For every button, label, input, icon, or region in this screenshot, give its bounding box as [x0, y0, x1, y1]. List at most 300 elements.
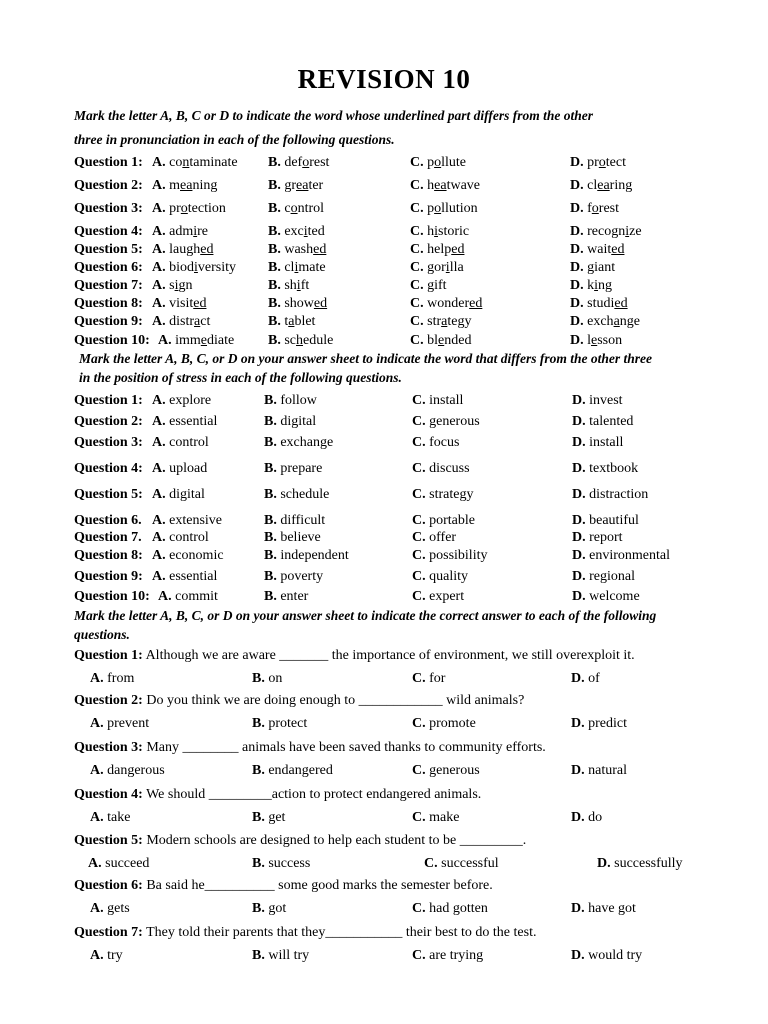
section3-instruction-line2: questions.	[74, 627, 130, 642]
word-part: biod	[169, 260, 195, 275]
option-c	[412, 512, 475, 530]
option-a	[90, 809, 130, 827]
option-c	[410, 200, 478, 218]
option-d	[570, 241, 624, 259]
word-part: edule	[303, 333, 334, 348]
question-stem	[74, 647, 754, 665]
option-word: distraction	[585, 487, 649, 502]
question-row	[74, 434, 754, 452]
option-word: talented	[585, 414, 634, 429]
option-word: discuss	[425, 461, 470, 476]
word-part: show	[284, 296, 314, 311]
option-word: prevent	[103, 716, 150, 731]
word-part: sson	[597, 333, 623, 348]
underlined-part: ed	[469, 296, 483, 311]
question-label: Question 1:	[74, 648, 143, 663]
section2-instruction-line1: Mark the letter A, B, C, or D on your answer sheet to indicate the word that differs from the other three	[79, 351, 653, 366]
option-word: exchange	[276, 435, 334, 450]
question-label: Question 6:	[74, 260, 143, 275]
option-b	[268, 313, 315, 331]
underlined-part: i	[193, 224, 198, 239]
option-d	[571, 947, 642, 965]
word-part: f	[587, 201, 592, 216]
option-letter: A.	[152, 414, 166, 429]
word-part: co	[169, 155, 183, 170]
option-word: generous	[425, 414, 480, 429]
option-letter: D.	[571, 671, 585, 686]
option-word: are trying	[425, 948, 484, 963]
word-part: mate	[298, 260, 326, 275]
word-part: wait	[587, 242, 612, 257]
word-part: gor	[427, 260, 446, 275]
option-letter: C.	[412, 901, 426, 916]
question-row	[74, 241, 754, 259]
option-b	[252, 855, 310, 873]
option-a	[152, 313, 210, 331]
option-letter: D.	[570, 296, 588, 311]
option-c	[412, 547, 487, 565]
option-letter: C.	[412, 569, 426, 584]
option-letter: A.	[90, 948, 104, 963]
option-letter: B.	[252, 763, 265, 778]
option-c	[410, 241, 464, 259]
option-a	[90, 900, 130, 918]
option-word: install	[425, 393, 464, 408]
option-letter: C.	[412, 530, 426, 545]
option-a	[152, 460, 207, 478]
option-letter: C.	[410, 178, 428, 193]
word-part: ct	[200, 314, 211, 329]
question-label: Question 10:	[74, 589, 150, 604]
underlined-part: i	[303, 224, 308, 239]
option-letter: B.	[264, 393, 277, 408]
option-letter: D.	[571, 901, 585, 916]
word-part: gn	[178, 278, 193, 293]
option-word: regional	[585, 569, 635, 584]
question-row	[74, 154, 754, 172]
option-letter: B.	[252, 671, 265, 686]
word-part: llution	[441, 201, 478, 216]
option-letter: D.	[570, 155, 588, 170]
option-a	[152, 259, 236, 277]
option-letter: C.	[424, 856, 438, 871]
option-word: dangerous	[103, 763, 165, 778]
option-c	[410, 295, 482, 313]
word-part: k	[587, 278, 595, 293]
word-part: nge	[619, 314, 640, 329]
question-label: Question 9:	[74, 569, 143, 584]
option-letter: B.	[264, 487, 277, 502]
option-b	[268, 223, 325, 241]
section2-instruction-line2: in the position of stress in each of the following questions.	[79, 370, 402, 385]
question-row	[74, 332, 754, 350]
option-letter: A.	[152, 569, 166, 584]
word-part: lla	[449, 260, 464, 275]
option-letter: B.	[268, 314, 285, 329]
option-word: report	[585, 530, 623, 545]
option-word: gets	[103, 901, 130, 916]
question-text: Many ________ animals have been saved thanks to community efforts.	[142, 740, 546, 755]
question-stem	[74, 692, 754, 710]
option-c	[412, 947, 483, 965]
option-letter: D.	[572, 513, 586, 528]
option-word: from	[103, 671, 135, 686]
word-part: ring	[609, 178, 633, 193]
question-label: Question 3:	[74, 201, 143, 216]
option-a	[152, 200, 226, 218]
option-word: success	[264, 856, 311, 871]
option-word: install	[585, 435, 624, 450]
option-b	[264, 413, 316, 431]
option-a	[152, 486, 205, 504]
option-a	[90, 762, 165, 780]
word-part: s	[169, 278, 175, 293]
option-letter: C.	[412, 948, 426, 963]
question-label: Question 2:	[74, 414, 143, 429]
word-part: c	[284, 201, 291, 216]
option-letter: B.	[264, 513, 277, 528]
option-b	[264, 529, 321, 547]
word-part: ntrol	[297, 201, 325, 216]
word-part: p	[427, 155, 435, 170]
option-word: focus	[425, 435, 460, 450]
options-row	[74, 715, 754, 733]
option-letter: D.	[571, 810, 585, 825]
underlined-part: g	[427, 278, 435, 293]
option-letter: C.	[412, 435, 426, 450]
option-d	[571, 670, 600, 688]
option-word: independent	[276, 548, 349, 563]
option-b	[252, 947, 309, 965]
section3-instruction	[74, 606, 734, 644]
question-text: Although we are aware _______ the importance of environment, we still overexploit it.	[142, 648, 635, 663]
option-word: natural	[584, 763, 627, 778]
option-d	[570, 332, 622, 350]
option-word: predict	[584, 716, 627, 731]
option-b	[268, 241, 326, 259]
option-word: for	[425, 671, 446, 686]
option-letter: A.	[152, 435, 166, 450]
question-label: Question 6:	[74, 878, 143, 893]
word-part: studi	[587, 296, 615, 311]
option-c	[412, 460, 470, 478]
question-label: Question 3:	[74, 740, 143, 755]
option-word: enter	[276, 589, 309, 604]
option-word: of	[584, 671, 600, 686]
word-part: ng	[598, 278, 613, 293]
underlined-part: o	[302, 155, 310, 170]
option-b	[268, 295, 327, 313]
underlined-part: e	[591, 333, 598, 348]
option-d	[570, 223, 642, 241]
option-letter: C.	[412, 548, 426, 563]
option-c	[410, 223, 469, 241]
word-part: ift	[434, 278, 447, 293]
option-word: economic	[165, 548, 224, 563]
option-letter: D.	[570, 242, 588, 257]
option-letter: D.	[570, 260, 588, 275]
option-letter: B.	[264, 461, 277, 476]
option-letter: A.	[152, 314, 170, 329]
option-letter: D.	[572, 393, 586, 408]
option-letter: B.	[264, 548, 277, 563]
option-word: got	[264, 901, 287, 916]
option-a	[152, 529, 209, 547]
option-a	[88, 855, 149, 873]
option-letter: A.	[152, 155, 170, 170]
option-d	[572, 588, 640, 606]
option-letter: C.	[410, 201, 428, 216]
question-label: Question 1:	[74, 155, 143, 170]
option-letter: B.	[268, 201, 285, 216]
underlined-part: i	[174, 278, 179, 293]
word-part: h	[427, 224, 435, 239]
option-letter: D.	[572, 461, 586, 476]
question-label: Question 5:	[74, 487, 143, 502]
options-row	[74, 670, 754, 688]
option-letter: B.	[268, 178, 285, 193]
option-c	[412, 900, 488, 918]
option-letter: D.	[572, 589, 586, 604]
question-row	[74, 547, 754, 565]
option-b	[264, 392, 317, 410]
question-row	[74, 460, 754, 478]
option-word: difficult	[276, 513, 326, 528]
question-row	[74, 588, 754, 606]
word-part: ter	[308, 178, 324, 193]
option-d	[572, 413, 633, 431]
word-part: twave	[446, 178, 480, 193]
question-text: Do you think we are doing enough to ____________ wild animals?	[142, 693, 525, 708]
option-word: strategy	[425, 487, 474, 502]
word-part: llute	[441, 155, 467, 170]
option-c	[410, 332, 471, 350]
option-letter: D.	[570, 178, 588, 193]
option-letter: C.	[410, 155, 428, 170]
option-letter: C.	[410, 224, 428, 239]
option-letter: A.	[152, 201, 170, 216]
question-row	[74, 295, 754, 313]
option-letter: C.	[412, 589, 426, 604]
option-word: successfully	[610, 856, 683, 871]
question-label: Question 8:	[74, 296, 143, 311]
option-word: control	[165, 530, 209, 545]
option-letter: C.	[412, 763, 426, 778]
question-row	[74, 529, 754, 547]
option-letter: D.	[570, 224, 588, 239]
option-word: beautiful	[585, 513, 639, 528]
option-word: take	[103, 810, 131, 825]
option-letter: A.	[152, 548, 166, 563]
underlined-part: a	[613, 314, 620, 329]
word-part: nded	[444, 333, 472, 348]
option-b	[268, 277, 309, 295]
word-part: taminate	[189, 155, 238, 170]
underlined-part: ed	[193, 296, 207, 311]
option-word: essential	[165, 414, 218, 429]
options-row	[74, 855, 754, 873]
option-letter: B.	[264, 414, 277, 429]
option-letter: D.	[570, 333, 588, 348]
option-b	[264, 512, 325, 530]
question-text: They told their parents that they___________ their best to do the test.	[142, 925, 537, 940]
question-label: Question 8:	[74, 548, 143, 563]
option-b	[268, 200, 324, 218]
word-part: pr	[169, 201, 181, 216]
option-letter: B.	[264, 589, 277, 604]
option-c	[412, 715, 476, 733]
options-row	[74, 947, 754, 965]
word-part: versity	[197, 260, 237, 275]
option-d	[570, 259, 615, 277]
option-a	[152, 177, 217, 195]
option-word: control	[165, 435, 209, 450]
option-d	[572, 392, 623, 410]
word-part: str	[427, 314, 442, 329]
underlined-part: h	[296, 333, 304, 348]
word-part: laugh	[169, 242, 201, 257]
option-a	[152, 241, 213, 259]
underlined-part: o	[290, 201, 298, 216]
underlined-part: a	[288, 314, 295, 329]
option-c	[410, 277, 447, 295]
question-label: Question 5:	[74, 242, 143, 257]
option-d	[572, 512, 639, 530]
underlined-part: o	[434, 201, 442, 216]
option-letter: A.	[158, 589, 172, 604]
word-part: imm	[175, 333, 201, 348]
option-d	[572, 486, 648, 504]
word-part: ning	[192, 178, 218, 193]
option-letter: B.	[252, 810, 265, 825]
option-word: possibility	[425, 548, 488, 563]
question-row	[74, 313, 754, 331]
underlined-part: i	[445, 260, 450, 275]
option-letter: B.	[268, 333, 285, 348]
option-word: quality	[425, 569, 469, 584]
question-stem	[74, 786, 754, 804]
underlined-part: ea	[180, 178, 193, 193]
word-part: rest	[309, 155, 330, 170]
option-letter: B.	[264, 435, 277, 450]
option-a	[152, 568, 217, 586]
option-word: successful	[437, 856, 499, 871]
question-row	[74, 413, 754, 431]
option-letter: B.	[252, 716, 265, 731]
option-d	[597, 855, 683, 873]
option-a	[152, 154, 238, 172]
underlined-part: i	[434, 224, 439, 239]
option-letter: C.	[412, 810, 426, 825]
underlined-part: i	[194, 260, 198, 275]
option-c	[412, 762, 480, 780]
option-b	[264, 486, 329, 504]
option-c	[412, 588, 464, 606]
option-b	[268, 177, 323, 195]
option-d	[572, 568, 635, 586]
question-label: Question 7:	[74, 925, 143, 940]
option-a	[152, 295, 206, 313]
option-b	[252, 715, 307, 733]
option-letter: A.	[90, 901, 104, 916]
word-part: recogn	[587, 224, 626, 239]
word-part: wonder	[427, 296, 470, 311]
section2-instruction	[79, 349, 739, 387]
option-c	[412, 486, 473, 504]
option-letter: A.	[152, 242, 170, 257]
underlined-part: ed	[200, 242, 214, 257]
question-row	[74, 223, 754, 241]
option-letter: B.	[268, 224, 285, 239]
option-word: welcome	[585, 589, 640, 604]
option-letter: D.	[597, 856, 611, 871]
option-word: have got	[584, 901, 636, 916]
option-letter: A.	[152, 487, 166, 502]
section1-instruction	[74, 104, 734, 152]
option-word: follow	[276, 393, 317, 408]
option-letter: A.	[152, 461, 166, 476]
option-letter: B.	[252, 856, 265, 871]
option-d	[572, 460, 638, 478]
option-letter: A.	[90, 671, 104, 686]
question-label: Question 7:	[74, 278, 143, 293]
option-letter: B.	[268, 296, 285, 311]
word-part: storic	[438, 224, 470, 239]
option-d	[571, 900, 636, 918]
question-label: Question 3:	[74, 435, 143, 450]
option-letter: C.	[410, 314, 428, 329]
option-c	[410, 313, 471, 331]
option-letter: C.	[412, 513, 426, 528]
word-part: ft	[300, 278, 310, 293]
option-letter: A.	[152, 530, 166, 545]
option-b	[264, 547, 349, 565]
question-row	[74, 392, 754, 410]
option-b	[268, 332, 333, 350]
word-part: l	[587, 333, 592, 348]
question-text: We should _________action to protect endangered animals.	[142, 787, 482, 802]
question-label: Question 10:	[74, 333, 150, 348]
option-a	[152, 413, 217, 431]
option-c	[410, 259, 464, 277]
option-c	[412, 568, 468, 586]
question-stem	[74, 739, 754, 757]
word-part: sh	[284, 278, 297, 293]
option-word: believe	[276, 530, 321, 545]
underlined-part: ed	[313, 242, 327, 257]
underlined-part: ea	[434, 178, 447, 193]
option-word: upload	[165, 461, 208, 476]
underlined-part: o	[180, 201, 188, 216]
option-letter: D.	[570, 201, 588, 216]
option-word: succeed	[101, 856, 150, 871]
option-c	[412, 809, 459, 827]
option-word: will try	[264, 948, 310, 963]
option-c	[410, 177, 480, 195]
option-word: protect	[264, 716, 308, 731]
option-a	[152, 223, 208, 241]
option-b	[264, 588, 308, 606]
underlined-part: e	[438, 333, 445, 348]
word-part: exc	[284, 224, 304, 239]
option-letter: D.	[571, 716, 585, 731]
option-b	[264, 460, 322, 478]
option-letter: C.	[412, 716, 426, 731]
word-part: tection	[187, 201, 226, 216]
option-word: try	[103, 948, 123, 963]
question-label: Question 4:	[74, 787, 143, 802]
option-letter: C.	[410, 333, 428, 348]
